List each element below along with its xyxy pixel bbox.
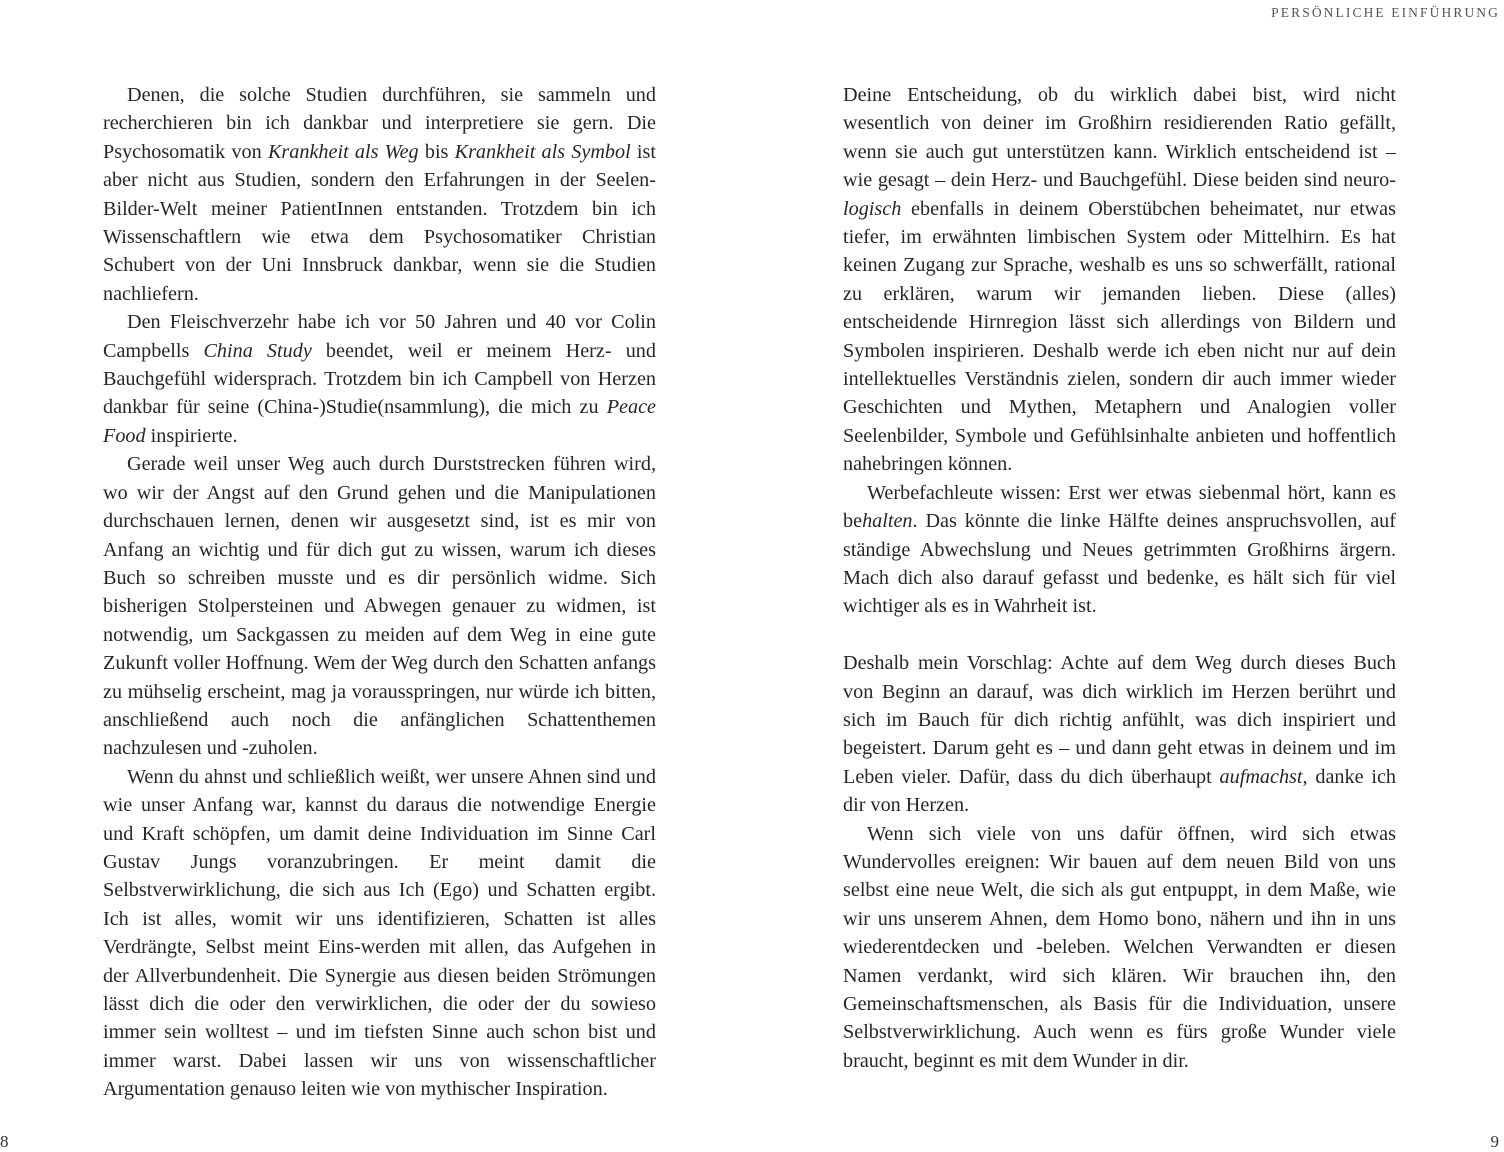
paragraph: Werbefachleute wissen: Erst wer etwas siebenmal hört, kann es behalten. Das könnte die linke Hälfte deines anspruchsvollen, auf ständige Abwechslung und Neues getrimmten Großhirns ärgern. Mach dich also darauf gefasst und bedenke, es hält sich für viel wichtiger als es in Wahrheit ist. [843, 481, 1396, 618]
paragraph: Deine Entscheidung, ob du wirklich dabei bist, wird nicht wesentlich von deiner im Großhirn residierenden Ratio gefällt, wenn sie auch gut unterstützen kann. Wirklich entscheidend ist – wie gesagt – dein Herz- und Bauchgefühl. Diese beiden sind neuro-logisch ebenfalls in deinem Oberstübchen beheimatet, nur etwas tiefer, im erwähnten limbischen System oder Mittelhirn. Es hat keinen Zugang zur Sprache, weshalb es uns so schwerfällt, rational zu erklären, warum wir jemanden lieben. Diese (alles) entscheidende Hirnregion lässt sich allerdings von Bildern und Symbolen inspirieren. Deshalb werde ich eben nicht nur auf dein intellektuelles Verständnis zielen, sondern dir auch immer wieder Geschichten und Mythen, Metaphern und Analogien voller Seelenbilder, Symbole und Gefühlsinhalte anbieten und hoffentlich nahebringen können. [843, 84, 1396, 476]
paragraph: Den Fleischverzehr habe ich vor 50 Jahren und 40 vor Colin Campbells China Study beendet, weil er meinem Herz- und Bauchgefühl widersprach. Trotzdem bin ich Campbell von Herzen dankbar für seine (China-)Studie(nsammlung), die mich zu Peace Food inspirierte. [103, 311, 656, 447]
paragraph: Gerade weil unser Weg auch durch Durststrecken führen wird, wo wir der Angst auf den Grund gehen und die Manipulationen durchschauen lernen, denen wir ausgesetzt sind, ist es mir von Anfang an wichtig und für dich gut zu wissen, warum ich dieses Buch so schreiben musste und es dir persönlich widme. Sich bisherigen Stolpersteinen und Abwegen genauer zu widmen, ist notwendig, um Sackgassen zu meiden auf dem Weg in eine gute Zukunft voller Hoffnung. Wem der Weg durch den Schatten anfangs zu mühselig erscheint, mag ja vorausspringen, nur würde ich bitten, anschließend auch noch die anfänglichen Schattenthemen nachzulesen und -zuholen. [103, 453, 656, 760]
paragraph: Wenn sich viele von uns dafür öffnen, wird sich etwas Wundervolles ereignen: Wir bauen auf dem neuen Bild von uns selbst eine neue Welt, die sich als gut entpuppt, in dem Maße, wie wir uns unserem Ahnen, dem Homo bono, nähern und ihn in uns wiederentdecken und -beleben. Welchen Verwandten er diesen Namen verdankt, wird sich klären. Wir brauchen ihn, den Gemeinschaftsmenschen, als Basis für die Individuation, unsere Selbstverwirklichung. Auch wenn es fürs große Wunder viele braucht, beginnt es mit dem Wunder in dir. [843, 822, 1396, 1072]
paragraph: Deshalb mein Vorschlag: Achte auf dem Weg durch dieses Buch von Beginn an darauf, was dich wirklich im Herzen berührt und sich im Bauch für dich richtig anfühlt, was dich inspiriert und begeistert. Darum geht es – und dann geht etwas in deinem und im Leben vieler. Dafür, dass du dich überhaupt aufmachst, danke ich dir von Herzen. [843, 652, 1396, 817]
running-head: PERSÖNLICHE EINFÜHRUNG [1271, 5, 1500, 20]
paragraph: Wenn du ahnst und schließlich weißt, wer unsere Ahnen sind und wie unser Anfang war, kannst du daraus die notwendige Energie und Kraft schöpfen, um damit deine Individuation im Sinne Carl Gustav Jungs voranzubringen. Er meint damit die Selbstverwirklichung, die sich aus Ich (Ego) und Schatten ergibt. Ich ist alles, womit wir uns identifizieren, Schatten ist alles Verdrängte, Selbst meint Eins-werden mit allen, das Aufgehen in der Allverbundenheit. Die Synergie aus diesen beiden Strömungen lässt dich die oder den verwirklichen, die oder der du sowieso immer sein wolltest – und im tiefsten Sinne auch schon bist und immer warst. Dabei lassen wir uns von wissenschaftlicher Argumentation genauso leiten wie von mythischer Inspiration. [103, 765, 656, 1101]
right-page-text [843, 81, 1396, 1075]
page-number-left: 8 [0, 1132, 9, 1151]
page-number-right: 9 [1490, 1132, 1499, 1151]
paragraph: Denen, die solche Studien durchführen, sie sammeln und recherchieren bin ich dankbar und interpretiere sie gern. Die Psychosomatik von Krankheit als Weg bis Krankheit als Symbol ist aber nicht aus Studien, sondern den Erfahrungen in der Seelen-Bilder-Welt meiner PatientInnen entstanden. Trotzdem bin ich Wissenschaftlern wie etwa dem Psychosomatiker Christian Schubert von der Uni Innsbruck dankbar, wenn sie die Studien nachliefern. [103, 84, 657, 305]
left-page-text [103, 81, 656, 1104]
